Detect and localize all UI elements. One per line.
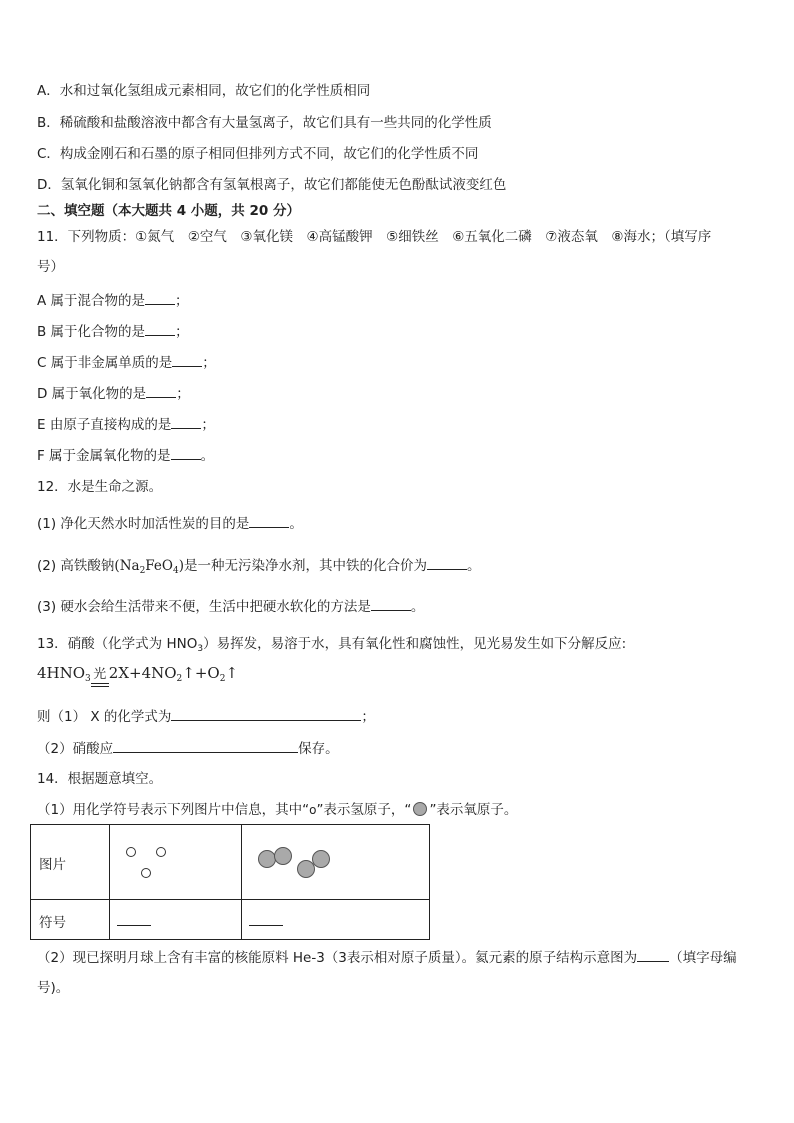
row-label-symbol: 符号 xyxy=(39,915,66,931)
answer-blank[interactable] xyxy=(171,445,201,460)
answer-blank[interactable] xyxy=(427,555,467,570)
answer-blank[interactable] xyxy=(249,513,289,528)
q13-answer1: 则（1） X 的化学式为 ； xyxy=(37,706,375,727)
q11-item-a: A 属于混合物的是 ； xyxy=(37,290,189,311)
oxygen-atom-icon xyxy=(312,850,330,868)
row-label-picture: 图片 xyxy=(39,857,66,873)
q14-part2-line1: （2）现已探明月球上含有丰富的核能原料 He-3（3表示相对原子质量）。氦元素的原子结构示意图为 （填字母编 xyxy=(37,947,737,968)
q11-stem-line1: 11．下列物质：①氮气 ②空气 ③氧化镁 ④高锰酸钾 ⑤细铁丝 ⑥五氧化二磷 ⑦液态氧 ⑧海水；（填写序 xyxy=(37,229,712,245)
q12-part1: (1) 净化天然水时加活性炭的目的是 。 xyxy=(37,513,303,534)
q14-stem: 14．根据题意填空。 xyxy=(37,771,163,787)
q11-stem-line2: 号） xyxy=(37,259,64,275)
option-b: B．稀硫酸和盐酸溶液中都含有大量氢离子，故它们具有一些共同的化学性质 xyxy=(37,115,492,131)
answer-blank[interactable] xyxy=(172,352,202,367)
answer-blank[interactable] xyxy=(171,706,361,721)
answer-blank[interactable] xyxy=(146,383,176,398)
q11-item-f: F 属于金属氧化物的是 。 xyxy=(37,445,214,466)
answer-blank[interactable] xyxy=(145,321,175,336)
q13-stem: 13．硝酸（化学式为 $HNO_3$）易挥发，易溶于水，具有氧化性和腐蚀性，见光易发生如下分解反应: xyxy=(37,636,627,654)
oxygen-atom-icon xyxy=(274,847,292,865)
q12-part2: (2) 高铁酸钠$(Na_2FeO_4)$是一种无污染净水剂，其中铁的化合价为 。 xyxy=(37,555,481,576)
decomposition-equation: $4HNO_3$ 光 $2X+4NO_2↑+O_2↑$ xyxy=(37,664,238,687)
answer-blank[interactable] xyxy=(249,911,283,926)
oxygen-atom-icon xyxy=(258,850,276,868)
hydrogen-atom-icon xyxy=(126,847,136,857)
section-title: 二、填空题（本大题共 4 小题，共 20 分） xyxy=(37,203,300,219)
q12-stem: 12．水是生命之源。 xyxy=(37,479,163,495)
q11-item-c: C 属于非金属单质的是 ； xyxy=(37,352,216,373)
oxygen-atom-icon xyxy=(413,802,427,816)
hydrogen-atom-icon xyxy=(141,868,151,878)
option-c: C．构成金刚石和石墨的原子相同但排列方式不同，故它们的化学性质不同 xyxy=(37,146,479,162)
q13-answer2: （2）硝酸应 保存。 xyxy=(37,738,339,759)
hydrogen-atom-icon xyxy=(156,847,166,857)
option-a: A．水和过氧化氢组成元素相同，故它们的化学性质相同 xyxy=(37,83,371,99)
q14-part1: （1）用化学符号表示下列图片中信息，其中“o”表示氢原子，“ ”表示氧原子。 xyxy=(37,802,518,818)
q14-part2-line2: 号)。 xyxy=(37,980,70,996)
hydrogen-atom-symbol: o xyxy=(309,803,317,817)
symbol-table xyxy=(30,824,430,940)
answer-blank[interactable] xyxy=(145,290,175,305)
answer-blank[interactable] xyxy=(117,911,151,926)
light-condition: 光 xyxy=(91,668,109,687)
answer-blank[interactable] xyxy=(637,947,669,962)
answer-blank[interactable] xyxy=(113,738,298,753)
q11-item-e: E 由原子直接构成的是 ； xyxy=(37,414,215,435)
q12-part3: (3) 硬水会给生活带来不便，生活中把硬水软化的方法是 。 xyxy=(37,596,424,617)
answer-blank[interactable] xyxy=(171,414,201,429)
answer-blank[interactable] xyxy=(371,596,411,611)
q11-item-b: B 属于化合物的是 ； xyxy=(37,321,189,342)
option-d: D．氢氧化铜和氢氧化钠都含有氢氧根离子，故它们都能使无色酚酞试液变红色 xyxy=(37,177,507,193)
q11-item-d: D 属于氧化物的是 ； xyxy=(37,383,190,404)
